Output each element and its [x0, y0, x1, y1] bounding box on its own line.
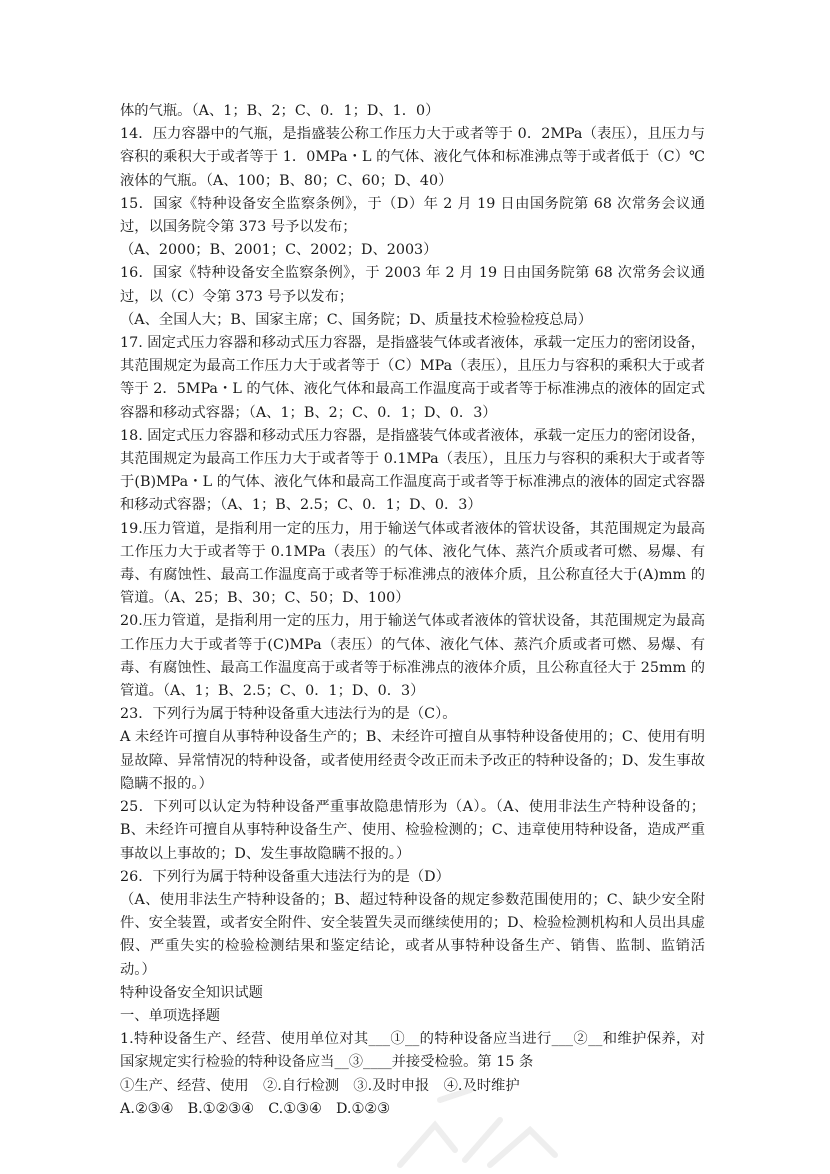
section-subtitle: 一、单项选择题 [120, 1007, 221, 1024]
quiz-question-1-options: A.②③④ B.①②③④ C.①③④ D.①②③ [120, 1100, 390, 1117]
question-26: 26．下列行为属于特种设备重大违法行为的是（D） [120, 868, 450, 885]
question-16: 16．国家《特种设备安全监察条例》，于 2003 年 2 月 19 日由国务院第 68 次常务会议通过，以（C）令第 373 号予以发布； [120, 265, 705, 305]
question-18: 18. 固定式压力容器和移动式压力容器，是指盛装气体或者液体，承载一定压力的密闭设备，其范围规定为最高工作压力大于或者等于 0.1MPa（表压），且压力与容积的乘积大于或者等于(B)MPa・L 的气体、液化气体和最高工作温度高于或者等于标准沸点的液体的固定式容器和移动式容器；（A、1；B、2.5；C、0．1；D、0．3） [120, 427, 705, 514]
question-26-options: （A、使用非法生产特种设备的；B、超过特种设备的规定参数范围使用的；C、缺少安全附件、安全装置，或者安全附件、安全装置失灵而继续使用的；D、检验检测机构和人员出具虚假、严重失实的检验检测结果和鉴定结论，或者从事特种设备生产、销售、监制、监销活动。） [120, 891, 705, 978]
question-14: 14．压力容器中的气瓶，是指盛装公称工作压力大于或者等于 0．2MPa（表压），且压力与容积的乘积大于或者等于 1．0MPa・L 的气体、液化气体和标准沸点等于或者低于（C）℃液体的气瓶。（A、100；B、80；C、60；D、40） [120, 126, 705, 189]
question-15-options: （A、2000；B、2001；C、2002；D、2003） [120, 242, 438, 259]
question-23: 23．下列行为属于特种设备重大违法行为的是（C）。 [120, 706, 457, 723]
document-body [120, 100, 705, 1121]
quiz-question-1: 1.特种设备生产、经营、使用单位对其___①__的特种设备应当进行___②__和维护保养，对国家规定实行检验的特种设备应当__③____并接受检验。第 15 条 [120, 1031, 705, 1071]
text-line-q13-options: 体的气瓶。（A、1；B、2；C、0．1；D、1．0） [120, 103, 440, 119]
question-25: 25．下列可以认定为特种设备严重事故隐患情形为（A）。（A、使用非法生产特种设备的；B、未经许可擅自从事特种设备生产、使用、检验检测的；C、违章使用特种设备，造成严重事故以上事故的；D、发生事故隐瞒不报的。） [120, 799, 705, 862]
question-16-options: （A、全国人大；B、国家主席；C、国务院；D、质量技术检验检疫总局） [120, 311, 593, 328]
question-23-options: A 未经许可擅自从事特种设备生产的；B、未经许可擅自从事特种设备使用的；C、使用有明显故障、异常情况的特种设备，或者使用经责令改正而未予改正的特种设备的；D、发生事故隐瞒不报的。） [120, 729, 705, 792]
quiz-question-1-items: ①生产、经营、使用 ②.自行检测 ③.及时申报 ④.及时维护 [120, 1077, 520, 1094]
question-15: 15．国家《特种设备安全监察条例》，于（D）年 2 月 19 日由国务院第 68 次常务会议通过，以国务院令第 373 号予以发布； [120, 195, 705, 236]
question-20: 20.压力管道，是指利用一定的压力，用于输送气体或者液体的管状设备，其范围规定为最高工作压力大于或者等于(C)MPa（表压）的气体、液化气体、蒸汽介质或者可燃、易爆、有毒、有腐蚀性、最高工作温度高于或者等于标准沸点的液体介质，且公称直径大于 25mm 的管道。（A、1；B、2.5；C、0．1；D、0．3） [120, 613, 705, 700]
question-19: 19.压力管道，是指利用一定的压力，用于输送气体或者液体的管状设备，其范围规定为最高工作压力大于或者等于 0.1MPa（表压）的气体、液化气体、蒸汽介质或者可燃、易爆、有毒、有腐蚀性、最高工作温度高于或者等于标准沸点的液体介质，且公称直径大于(A)mm 的管道。（A、25；B、30；C、50；D、100） [120, 520, 705, 607]
section-title: 特种设备安全知识试题 [120, 984, 263, 1001]
question-17: 17. 固定式压力容器和移动式压力容器，是指盛装气体或者液体，承载一定压力的密闭设备，其范围规定为最高工作压力大于或者等于（C）MPa（表压），且压力与容积的乘积大于或者等于 2．5MPa・L 的气体、液化气体和最高工作温度高于或者等于标准沸点的液体的固定式容器和移动式容器；（A、1；B、2；C、0．1；D、0．3） [120, 335, 705, 421]
